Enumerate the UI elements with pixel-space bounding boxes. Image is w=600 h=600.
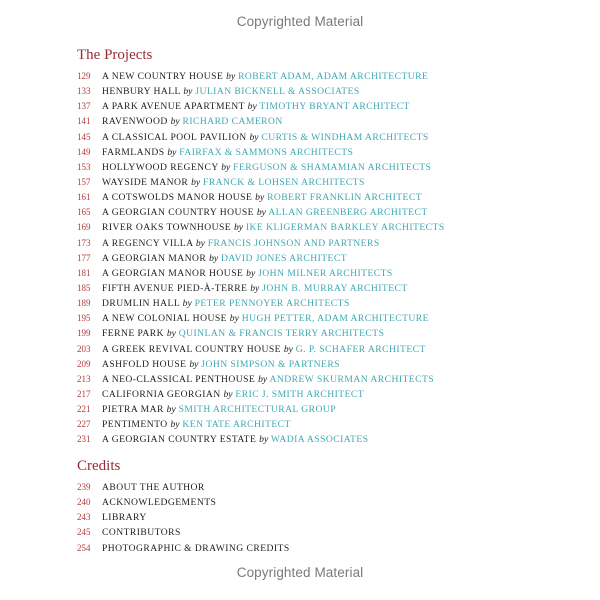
project-entry[interactable] — [77, 145, 445, 160]
project-title: HENBURY HALL — [102, 86, 181, 98]
by-label: by — [256, 207, 266, 219]
page-number: 203 — [77, 343, 91, 354]
project-title: WAYSIDE MANOR — [102, 176, 189, 188]
by-label: by — [233, 222, 244, 234]
page-number: 169 — [77, 222, 91, 233]
project-title: RIVER OAKS TOWNHOUSE — [102, 222, 232, 234]
by-label: by — [258, 373, 268, 385]
project-title: A NEW COUNTRY HOUSE — [102, 71, 224, 82]
projects-list — [77, 69, 445, 448]
project-entry[interactable] — [77, 175, 445, 190]
by-label: by — [209, 252, 219, 264]
project-title: FIFTH AVENUE PIED-À-TERRE — [102, 282, 248, 294]
architect-name: JOHN SIMPSON & PARTNERS — [201, 358, 340, 370]
watermark-top: Copyrighted Material — [236, 14, 364, 29]
architect-name: ANDREW SKURMAN ARCHITECTS — [269, 373, 435, 385]
project-title: FARMLANDS — [102, 146, 165, 158]
page-number: 165 — [77, 207, 91, 218]
architect-name: FAIRFAX & SAMMONS ARCHITECTS — [179, 146, 354, 158]
architect-name: QUINLAN & FRANCIS TERRY ARCHITECTS — [178, 328, 385, 340]
credit-entry[interactable] — [77, 510, 290, 525]
architect-name: IKE KLIGERMAN BARKLEY ARCHITECTS — [245, 222, 445, 234]
project-title: A PARK AVENUE APARTMENT — [102, 101, 245, 113]
project-entry[interactable] — [77, 99, 445, 114]
project-entry[interactable] — [77, 311, 445, 326]
project-title: A GEORGIAN COUNTRY ESTATE — [102, 434, 257, 446]
page-number: 157 — [77, 176, 91, 187]
watermark-bottom: Copyrighted Material — [236, 565, 364, 580]
architect-name: ROBERT FRANKLIN ARCHITECT — [267, 192, 423, 204]
by-label: by — [283, 343, 293, 355]
project-title: A CLASSICAL POOL PAVILION — [102, 131, 247, 143]
project-title: A NEW COLONIAL HOUSE — [102, 313, 227, 325]
page-number: 137 — [77, 101, 91, 112]
project-entry[interactable] — [77, 84, 445, 99]
architect-name: KEN TATE ARCHITECT — [182, 419, 291, 431]
architect-name: FRANCK & LOHSEN ARCHITECTS — [203, 176, 365, 188]
architect-name: ROBERT ADAM, ADAM ARCHITECTURE — [238, 71, 429, 82]
architect-name: CURTIS & WINDHAM ARCHITECTS — [261, 131, 429, 143]
page-number: 209 — [77, 358, 91, 369]
project-title: PIETRA MAR — [102, 404, 164, 416]
page-number: 243 — [77, 512, 91, 523]
by-label: by — [221, 161, 231, 173]
project-title: PENTIMENTO — [102, 419, 168, 431]
credit-entry[interactable] — [77, 541, 290, 556]
project-entry[interactable] — [77, 372, 445, 387]
page-number: 245 — [77, 527, 91, 538]
project-entry[interactable] — [77, 251, 445, 266]
page-number: 199 — [77, 328, 91, 339]
architect-name: DAVID JONES ARCHITECT — [221, 252, 348, 264]
by-label: by — [166, 328, 176, 340]
project-title: FERNE PARK — [102, 328, 164, 340]
credit-title: LIBRARY — [102, 512, 147, 524]
by-label: by — [259, 434, 269, 446]
credit-entry[interactable] — [77, 495, 290, 510]
page-number: 213 — [77, 373, 91, 384]
project-entry[interactable] — [77, 236, 445, 251]
page-number: 254 — [77, 542, 91, 553]
page-number: 189 — [77, 298, 91, 309]
architect-name: G. P. SCHAFER ARCHITECT — [295, 343, 426, 355]
project-title: A COTSWOLDS MANOR HOUSE — [102, 192, 253, 204]
architect-name: FRANCIS JOHNSON AND PARTNERS — [207, 237, 380, 249]
project-title: ASHFOLD HOUSE — [102, 358, 187, 370]
project-entry[interactable] — [77, 220, 445, 235]
by-label: by — [223, 388, 233, 400]
project-entry[interactable] — [77, 417, 445, 432]
project-title: HOLLYWOOD REGENCY — [102, 161, 219, 173]
project-title: A GEORGIAN MANOR — [102, 252, 207, 264]
architect-name: JOHN B. MURRAY ARCHITECT — [262, 282, 408, 294]
project-title: DRUMLIN HALL — [102, 298, 180, 310]
by-label: by — [182, 298, 192, 310]
project-entry[interactable] — [77, 160, 445, 175]
credit-title: PHOTOGRAPHIC & DRAWING CREDITS — [102, 542, 290, 554]
by-label: by — [249, 131, 259, 143]
credit-title: CONTRIBUTORS — [102, 527, 181, 539]
architect-name: JULIAN BICKNELL & ASSOCIATES — [195, 86, 360, 98]
page-number: 141 — [77, 116, 91, 127]
by-label: by — [189, 358, 199, 370]
project-title: CALIFORNIA GEORGIAN — [102, 388, 221, 400]
project-entry[interactable] — [77, 130, 445, 145]
project-entry[interactable] — [77, 402, 445, 417]
page-number: 217 — [77, 388, 91, 399]
project-title: A GREEK REVIVAL COUNTRY HOUSE — [102, 343, 281, 355]
project-entry[interactable] — [77, 281, 445, 296]
project-title: RAVENWOOD — [102, 116, 168, 128]
by-label: by — [229, 313, 239, 325]
project-title: A NEO-CLASSICAL PENTHOUSE — [102, 373, 256, 385]
by-label: by — [246, 267, 256, 279]
project-entry[interactable] — [77, 69, 445, 84]
project-entry[interactable] — [77, 205, 445, 220]
page-number: 239 — [77, 482, 91, 492]
credit-entry[interactable] — [77, 525, 290, 540]
page-number: 181 — [77, 267, 91, 278]
credits-list — [77, 480, 290, 556]
architect-name: HUGH PETTER, ADAM ARCHITECTURE — [241, 313, 429, 325]
project-entry[interactable] — [77, 342, 445, 357]
projects-heading: The Projects — [77, 47, 153, 63]
page-number: 185 — [77, 282, 91, 293]
by-label: by — [247, 101, 257, 113]
by-label: by — [167, 146, 177, 158]
page-number: 240 — [77, 497, 91, 508]
page-number: 173 — [77, 237, 91, 248]
page-number: 227 — [77, 419, 91, 430]
page-number: 195 — [77, 313, 91, 324]
page-number: 177 — [77, 252, 91, 263]
project-title: A REGENCY VILLA — [102, 237, 193, 249]
page-number: 129 — [77, 71, 91, 81]
project-entry[interactable] — [77, 432, 445, 447]
architect-name: JOHN MILNER ARCHITECTS — [258, 267, 393, 279]
by-label: by — [250, 282, 260, 294]
by-label: by — [226, 71, 236, 82]
project-entry[interactable] — [77, 190, 445, 205]
page-number: 153 — [77, 161, 91, 172]
page-number: 161 — [77, 192, 91, 203]
page-number: 221 — [77, 404, 91, 415]
by-label: by — [170, 419, 180, 431]
credit-title: ABOUT THE AUTHOR — [102, 482, 205, 493]
credits-heading: Credits — [77, 458, 121, 474]
project-entry[interactable] — [77, 387, 445, 402]
by-label: by — [191, 176, 201, 188]
page-number: 231 — [77, 434, 91, 445]
architect-name: ERIC J. SMITH ARCHITECT — [235, 388, 365, 400]
project-entry[interactable] — [77, 114, 445, 129]
architect-name: TIMOTHY BRYANT ARCHITECT — [259, 101, 410, 113]
credit-title: ACKNOWLEDGEMENTS — [102, 497, 217, 509]
credit-entry[interactable] — [77, 480, 290, 495]
project-entry[interactable] — [77, 357, 445, 372]
architect-name: ALLAN GREENBERG ARCHITECT — [268, 207, 428, 219]
by-label: by — [170, 116, 180, 128]
by-label: by — [255, 192, 265, 204]
architect-name: RICHARD CAMERON — [182, 116, 283, 128]
architect-name: WADIA ASSOCIATES — [270, 434, 369, 446]
by-label: by — [166, 404, 176, 416]
project-title: A GEORGIAN COUNTRY HOUSE — [102, 207, 254, 219]
project-entry[interactable] — [77, 266, 445, 281]
architect-name: SMITH ARCHITECTURAL GROUP — [178, 404, 337, 416]
architect-name: PETER PENNOYER ARCHITECTS — [194, 298, 350, 310]
by-label: by — [195, 237, 205, 249]
page-number: 145 — [77, 131, 91, 142]
project-entry[interactable] — [77, 296, 445, 311]
page-number: 133 — [77, 86, 91, 97]
project-entry[interactable] — [77, 326, 445, 341]
page-number: 149 — [77, 146, 91, 157]
project-title: A GEORGIAN MANOR HOUSE — [102, 267, 244, 279]
architect-name: FERGUSON & SHAMAMIAN ARCHITECTS — [233, 161, 432, 173]
by-label: by — [183, 86, 193, 98]
